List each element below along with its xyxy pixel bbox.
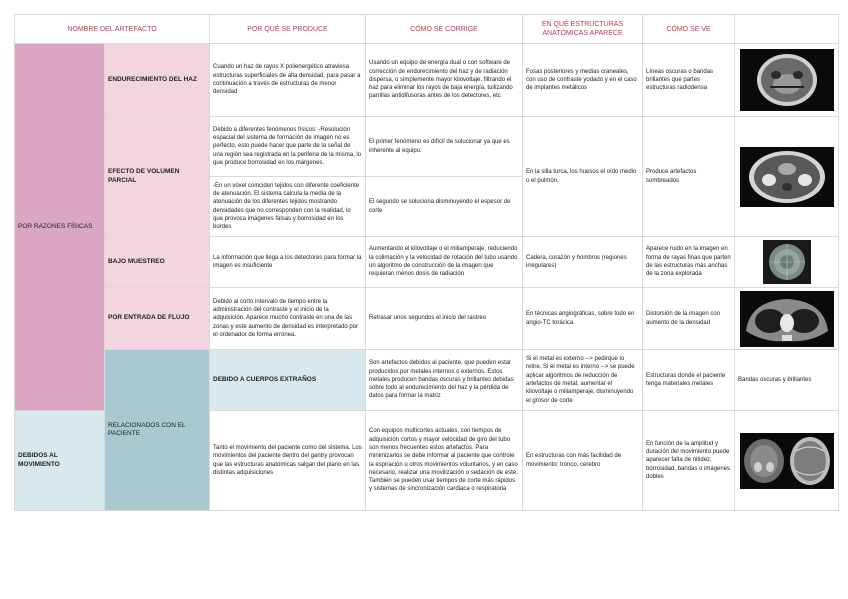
why-cell: Debido a diferentes fenómenos físicos: -Resolución espacial del sistema de formación de imagen no es perfecto, esto puede hacer que parte de la señal de una región sea registrada en la periferia de la misma, lo que produce borrosidad en los márgenes.	[210, 117, 366, 177]
fix-cell: Aumentando el kilovoltaje o el miliamperaje, reduciendo la colimación y la velocidad de rotación del tubo usando un algoritmo de construcción de la imagen que requieran menos dosis de radiación	[366, 237, 523, 288]
artifact-name: POR ENTRADA DE FLUJO	[105, 288, 210, 350]
table-row	[15, 350, 839, 411]
artifact-name: BAJO MUESTREO	[105, 237, 210, 288]
group-label-fisicas: POR RAZONES FÍSICAS	[15, 44, 105, 411]
group-label-paciente: RELACIONADOS CON EL PACIENTE	[105, 350, 210, 511]
fix-cell: Con equipos multicortes actuales, con tiempos de adquisición cortos y mayor velocidad de giro del tubo son menos frecuentes estos artefactos. Para minimizarlos se debe informar al paciente que controle la espiración u otros movimientos voluntarios, y en caso necesario, realizar una movilización o sedación de este. También se pueden usar tiempos de corte más rápidos y sistemas de sincronización cardiaca o respiratoria	[366, 411, 523, 511]
looks-cell: Produce artefactos sombreados	[643, 117, 735, 237]
ct-motion-image	[740, 433, 834, 489]
ct-phantom-image	[757, 238, 817, 286]
image-cell	[735, 288, 839, 350]
why-cell: Debido al corto intervalo de tiempo entre la administración del contraste y el inicio de la adquisición. Aparece mucho contraste en una de las zonas y este aumento de densidad es interpretado por el ordenador de forma errónea.	[210, 288, 366, 350]
fix-cell: Usando un equipo de energía dual o con software de corrección de endurecimiento del haz y de radiación dispersa, o simplemente mayor kilovoltaje, filtrando el haz para eliminar los rayos de baja energía, tuilizando parrillas antidifusoras antes de los detectores, etc	[366, 44, 523, 117]
where-cell: Fosas posteriores y medias craneales, con uso de contraste yodado y en el caso de implantes metálicos	[523, 44, 643, 117]
fix-cell: Retrasar unos segundos el inicio del rastreo	[366, 288, 523, 350]
header-name: NOMBRE DEL ARTEFACTO	[15, 15, 210, 44]
header-looks: CÓMO SE VE	[643, 15, 735, 44]
image-cell	[735, 117, 839, 237]
why-cell: La información que llega a los detectores para formar la imagen es insuficiente	[210, 237, 366, 288]
image-cell	[735, 44, 839, 117]
header-row	[15, 15, 839, 44]
artifact-name: DEBIDOS AL MOVIMIENTO	[15, 411, 105, 511]
looks-cell: Bandas oscuras y brillantes	[735, 350, 839, 411]
why-cell: Tanto el movimiento del paciente como del sistema. Los movimientos del paciente dentro del gantry provocan que las estructuras anatómicas salgan del plano en las distintas adquisiciones	[210, 411, 366, 511]
ct-skull-base-image	[740, 147, 834, 207]
looks-cell: Líneas oscuras o bandas brillantes que partes estructuras radiodensa	[643, 44, 735, 117]
header-fix: CÓMO SE CORRIGE	[366, 15, 523, 44]
fix-cell: El segundo se soluciona disminuyendo el espesor de corte	[366, 177, 523, 237]
ct-thorax-image	[740, 291, 834, 347]
table-row	[15, 288, 839, 350]
fix-cell: El primer fenómeno es difícil de solucionar ya que es inherente al equipo.	[366, 117, 523, 177]
header-why: POR QUÉ SE PRODUCE	[210, 15, 366, 44]
artifact-name: ENDURECIMIENTO DEL HAZ	[105, 44, 210, 117]
artifacts-table	[14, 14, 839, 511]
where-cell: En estructuras con más facilidad de movimiento; tronco, cerebro	[523, 411, 643, 511]
artifact-name: DEBIDO A CUERPOS EXTRAÑOS	[210, 350, 366, 411]
where-cell: Estructuras donde el paciente tenga materiales metales	[643, 350, 735, 411]
table-row	[15, 117, 839, 177]
ct-head-image	[740, 49, 834, 111]
looks-cell: Distorsión de la imagen con aumento de la densidad	[643, 288, 735, 350]
where-cell: En técnicas angiográficas, sobre todo en angio-TC torácica	[523, 288, 643, 350]
fix-cell: Si el metal es externo --> pedirque lo retire. Si el metal es interno --> se puede aplicar algoritmos de reducción de artefactos de metal, aumentar el kilovoltaje o miliamperaje, disminuyendo el grosor de corte	[523, 350, 643, 411]
looks-cell: En función de la amplitud y duración del movimiento puede aparecer falta de nitidez, borrosidad, bandas o imágenes dobles	[643, 411, 735, 511]
table-row	[15, 237, 839, 288]
why-cell: Son artefactos debidos al paciente, que pueden estar producidos por metales internos o externos. Estos metales producen bandas oscuras y brillantes debidas sobre todo al endurecimiento del haz y la pérdida de datos para formar la matriz	[366, 350, 523, 411]
why-cell: Cuando un haz de rayos X polienergético atraviesa estructuras superficiales de alta densidad, para pasar a continuación a través de estructuras de menor densidad	[210, 44, 366, 117]
artifact-name: EFECTO DE VOLUMEN PARCIAL	[105, 117, 210, 237]
where-cell: Cadera, corazón y hombros (regiones irregulares)	[523, 237, 643, 288]
image-cell	[735, 237, 839, 288]
table-row	[15, 44, 839, 117]
why-cell: -En un vóxel coinciden tejidos con diferente coeficiente de atenuación. El sistema calcula la media de la atenuación de los diferentes tejidos mostrando densidades que no corresponden con la realidad, lo que provoca imágenes falsas y borrosidad en los bordes	[210, 177, 366, 237]
where-cell: En la silla turca, los huesos el oído medio o el pulmón.	[523, 117, 643, 237]
looks-cell: Aparece ruido en la imagen en forma de rayas finas que parten de las estructuras más anchas de la zona explorada	[643, 237, 735, 288]
header-where: EN QUÉ ESTRUCTURAS ANATÓMICAS APARECE	[523, 15, 643, 44]
header-image	[735, 15, 839, 44]
image-cell	[735, 411, 839, 511]
